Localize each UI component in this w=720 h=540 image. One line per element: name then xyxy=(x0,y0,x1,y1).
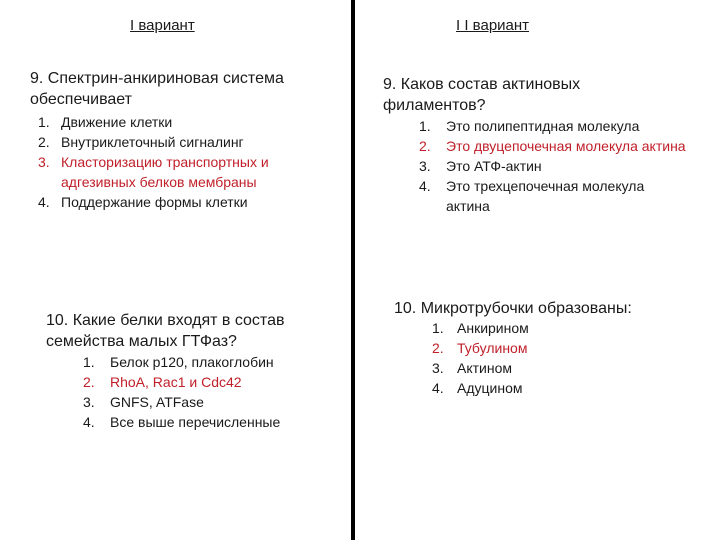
option-item xyxy=(419,176,709,216)
option-number: 1. xyxy=(432,320,444,336)
option-number: 4. xyxy=(83,414,95,430)
option-text: Это двуцепочечная молекула актина xyxy=(446,138,686,154)
option-text: GNFS, ATFase xyxy=(110,394,204,410)
option-text: Белок p120, плакоглобин xyxy=(110,354,274,370)
option-item xyxy=(419,156,709,176)
option-text: Это АТФ-актин xyxy=(446,158,542,174)
option-item xyxy=(432,378,672,398)
left-question-10: 10. Какие белки входят в состав семейства малых ГТФаз? xyxy=(46,312,285,350)
column-divider xyxy=(351,0,355,540)
right-question-10: 10. Микротрубочки образованы: xyxy=(394,300,632,317)
right-q9-options xyxy=(419,116,709,216)
option-item xyxy=(38,112,338,132)
option-item xyxy=(38,132,338,152)
option-number: 2. xyxy=(38,134,50,150)
option-item-correct xyxy=(38,152,338,192)
option-text: Внутриклеточный сигналинг xyxy=(61,134,244,150)
option-number: 1. xyxy=(38,114,50,130)
option-number: 4. xyxy=(432,380,444,396)
option-text: Это полипептидная молекула xyxy=(446,118,640,134)
option-item-correct xyxy=(419,136,709,156)
option-number: 3. xyxy=(38,154,50,170)
option-number: 1. xyxy=(83,354,95,370)
option-text: Актином xyxy=(457,360,512,376)
option-text: RhoA, Rac1 и Cdc42 xyxy=(110,374,242,390)
option-item xyxy=(419,116,709,136)
option-number: 2. xyxy=(419,138,431,154)
option-number: 1. xyxy=(419,118,431,134)
option-text: Тубулином xyxy=(457,340,528,356)
variant-1-heading: I вариант xyxy=(130,17,195,34)
option-number: 3. xyxy=(83,394,95,410)
option-number: 3. xyxy=(419,158,431,174)
option-item xyxy=(432,358,672,378)
right-question-9: 9. Каков состав актиновых филаментов? xyxy=(383,76,581,114)
option-number: 4. xyxy=(419,178,431,194)
option-item xyxy=(432,318,672,338)
variant-2-heading: I I вариант xyxy=(456,17,530,34)
option-text: Движение клетки xyxy=(61,114,173,130)
option-item-correct xyxy=(83,372,343,392)
option-number: 2. xyxy=(83,374,95,390)
left-q10-options xyxy=(83,352,343,432)
option-text: Кластоpизацию транспортных и адгезивных белков мембраны xyxy=(61,154,269,190)
option-text: Это трехцепочечная молекула актина xyxy=(446,178,645,214)
right-q10-options xyxy=(432,318,672,398)
option-number: 4. xyxy=(38,194,50,210)
option-item xyxy=(83,352,343,372)
option-item xyxy=(38,192,338,212)
option-item xyxy=(83,412,343,432)
left-question-9: 9. Спектрин-анкириновая система обеспечивает xyxy=(30,70,284,108)
option-text: Поддержание формы клетки xyxy=(61,194,248,210)
option-item-correct xyxy=(432,338,672,358)
option-text: Анкирином xyxy=(457,320,529,336)
option-text: Адуцином xyxy=(457,380,523,396)
option-item xyxy=(83,392,343,412)
option-number: 2. xyxy=(432,340,444,356)
option-text: Все выше перечисленные xyxy=(110,414,281,430)
option-number: 3. xyxy=(432,360,444,376)
left-q9-options xyxy=(38,112,338,212)
